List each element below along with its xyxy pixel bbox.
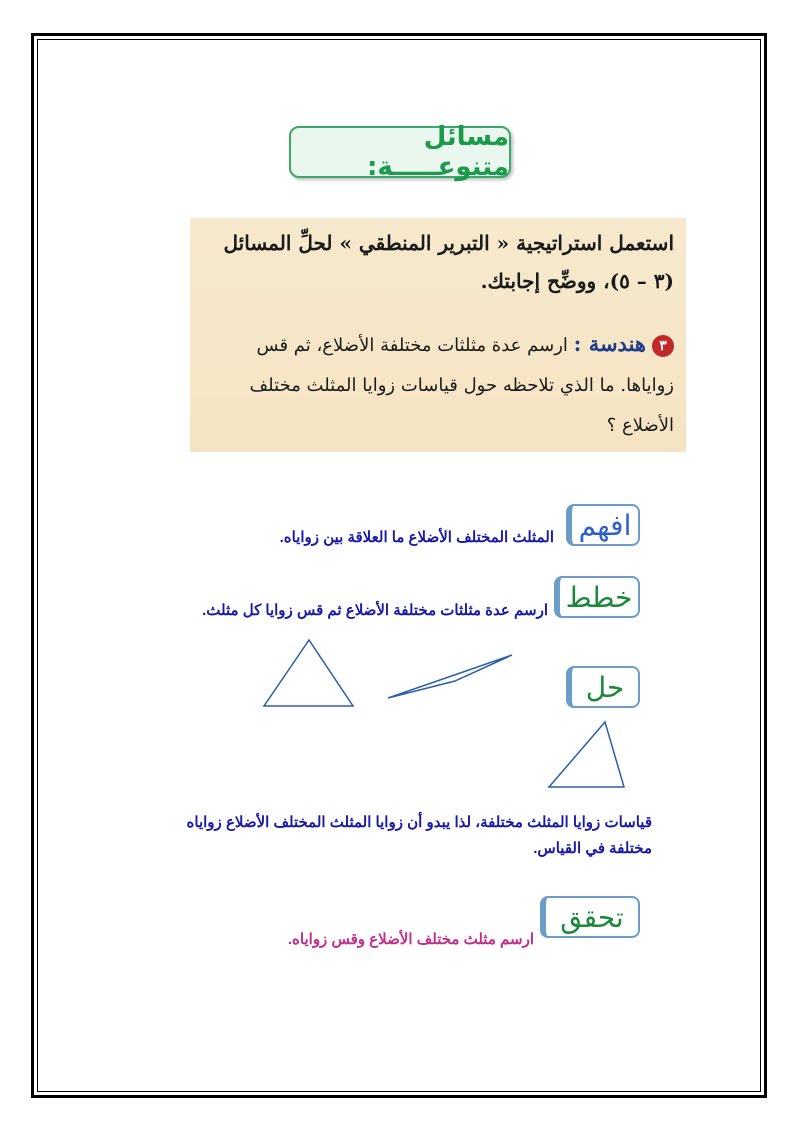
step-tag-plan: خطط [554,576,640,618]
problem-number-badge: ٣ [652,335,674,357]
problem-text: ارسم عدة مثلثات مختلفة الأضلاع، ثم قس زواياها. ما الذي تلاحظه حول قياسات زوايا المثلث مختلف الأضلاع ؟ [249,335,674,436]
triangle-right-like [549,722,624,787]
section-title: مسائل متنوعـــــة: [367,122,509,182]
step-tag-understand: افهم [566,504,640,546]
step-tag-check: تحقق [540,896,640,938]
instruction-line-1: استعمل استراتيجية « التبرير المنطقي » لحلِّ المسائل [223,231,674,255]
triangle-isosceles-like [264,640,353,706]
solve-answer-text: قياسات زوايا المثلث مختلفة، لذا يبدو أن زوايا المثلث المختلف الأضلاع زواياه مختلفة في القياس. [186,814,652,857]
triangle-obtuse [388,655,512,698]
step-tag-solve: حل [566,666,640,708]
understand-text: المثلث المختلف الأضلاع ما العلاقة بين زواياه. [279,529,554,546]
plan-text: ارسم عدة مثلثات مختلفة الأضلاع ثم قس زوايا كل مثلث. [202,602,548,619]
problem-topic-label: هندسة : [573,331,646,356]
check-text: ارسم مثلث مختلف الأضلاع وقس زواياه. [287,931,534,948]
instruction-line-2: (٣ – ٥)، ووضِّح إجابتك. [480,269,674,293]
